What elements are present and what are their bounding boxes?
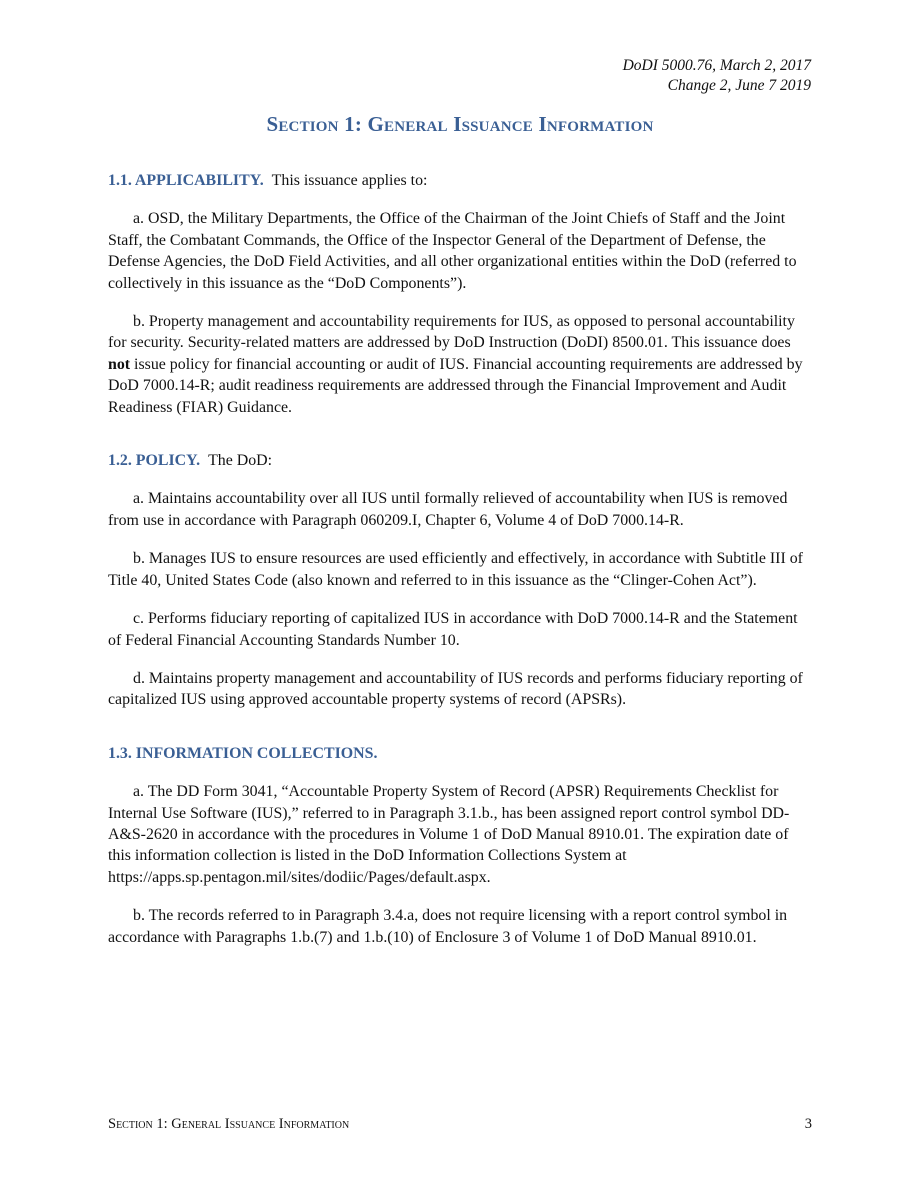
header-change-date: Change 2, June 7 2019 <box>667 77 811 94</box>
applicability-para-a: a. OSD, the Military Departments, the Office of the Chairman of the Joint Chiefs of Staff and the Joint Staff, the Combatant Commands, the Office of the Inspector General of the Department of Defense, the Defense Agencies, the DoD Field Activities, and all other organizational entities within the DoD (referred to collectively in this issuance as the “DoD Components”). <box>108 210 797 292</box>
info-collections-heading-line <box>108 743 812 764</box>
policy-para-a: a. Maintains accountability over all IUS until formally relieved of accountability when IUS is removed from use in accordance with Paragraph 060209.I, Chapter 6, Volume 4 of DoD 7000.14-R. <box>108 490 788 529</box>
section-title: Section 1: General Issuance Information <box>266 112 654 136</box>
applicability-para-b-part1: b. Property management and accountability requirements for IUS, as opposed to personal accountability for security. Security-related matters are addressed by DoD Instruction (DoDI) 8500.01. This issuance does <box>108 313 795 352</box>
policy-intro: The DoD: <box>208 452 273 470</box>
policy-para-d: d. Maintains property management and accountability of IUS records and performs fiduciary reporting of capitalized IUS using approved accountable property systems of record (APSRs). <box>108 669 803 709</box>
policy-heading: 1.2. POLICY. <box>108 452 201 470</box>
applicability-para-b <box>108 311 812 418</box>
policy-para-c: c. Performs fiduciary reporting of capitalized IUS in accordance with DoD 7000.14-R and the Statement of Federal Financial Accounting Standards Number 10. <box>108 610 798 649</box>
header-document-id: DoDI 5000.76, March 2, 2017 <box>622 57 811 74</box>
info-collections-heading: 1.3. INFORMATION COLLECTIONS. <box>108 744 378 762</box>
applicability-heading: 1.1. APPLICABILITY. <box>108 172 264 189</box>
info-collections-para-a: a. The DD Form 3041, “Accountable Property System of Record (APSR) Requirements Checklist for Internal Use Software (IUS),” referred to in Paragraph 3.1.b., has been assigned report control symbol DD- A&S-2620 in accordance with the procedures in Volume 1 of DoD Manual 8910.01. The expiration date of this information collection is listed in the DoD Information Collections System at https://apps.sp.pentagon.mil/sites/dodiic/Pages/default.aspx. <box>108 783 790 886</box>
document-header <box>623 56 811 96</box>
page-number: 3 <box>804 1116 812 1132</box>
policy-para-b: b. Manages IUS to ensure resources are used efficiently and effectively, in accordance with Subtitle III of Title 40, United States Code (also known and referred to in this issuance as the “Clinger-Cohen Act”). <box>108 550 803 589</box>
applicability-para-b-emphasis: not <box>108 355 131 373</box>
document-body <box>108 170 812 948</box>
applicability-para-b-part2: issue policy for financial accounting or audit of IUS. Financial accounting requirements are addressed by DoD 7000.14-R; audit readiness requirements are addressed through the Financial Improvement and Audit Readiness (FIAR) Guidance. <box>108 355 803 416</box>
applicability-intro: This issuance applies to: <box>271 172 428 189</box>
footer-section-title: Section 1: General Issuance Information <box>108 1116 350 1132</box>
policy-heading-line <box>108 450 812 471</box>
applicability-heading-line <box>108 170 812 191</box>
info-collections-para-b: b. The records referred to in Paragraph 3.4.a, does not require licensing with a report control symbol in accordance with Paragraphs 1.b.(7) and 1.b.(10) of Enclosure 3 of Volume 1 of DoD Manual 8910.01. <box>108 907 788 946</box>
page-footer <box>108 1116 812 1133</box>
